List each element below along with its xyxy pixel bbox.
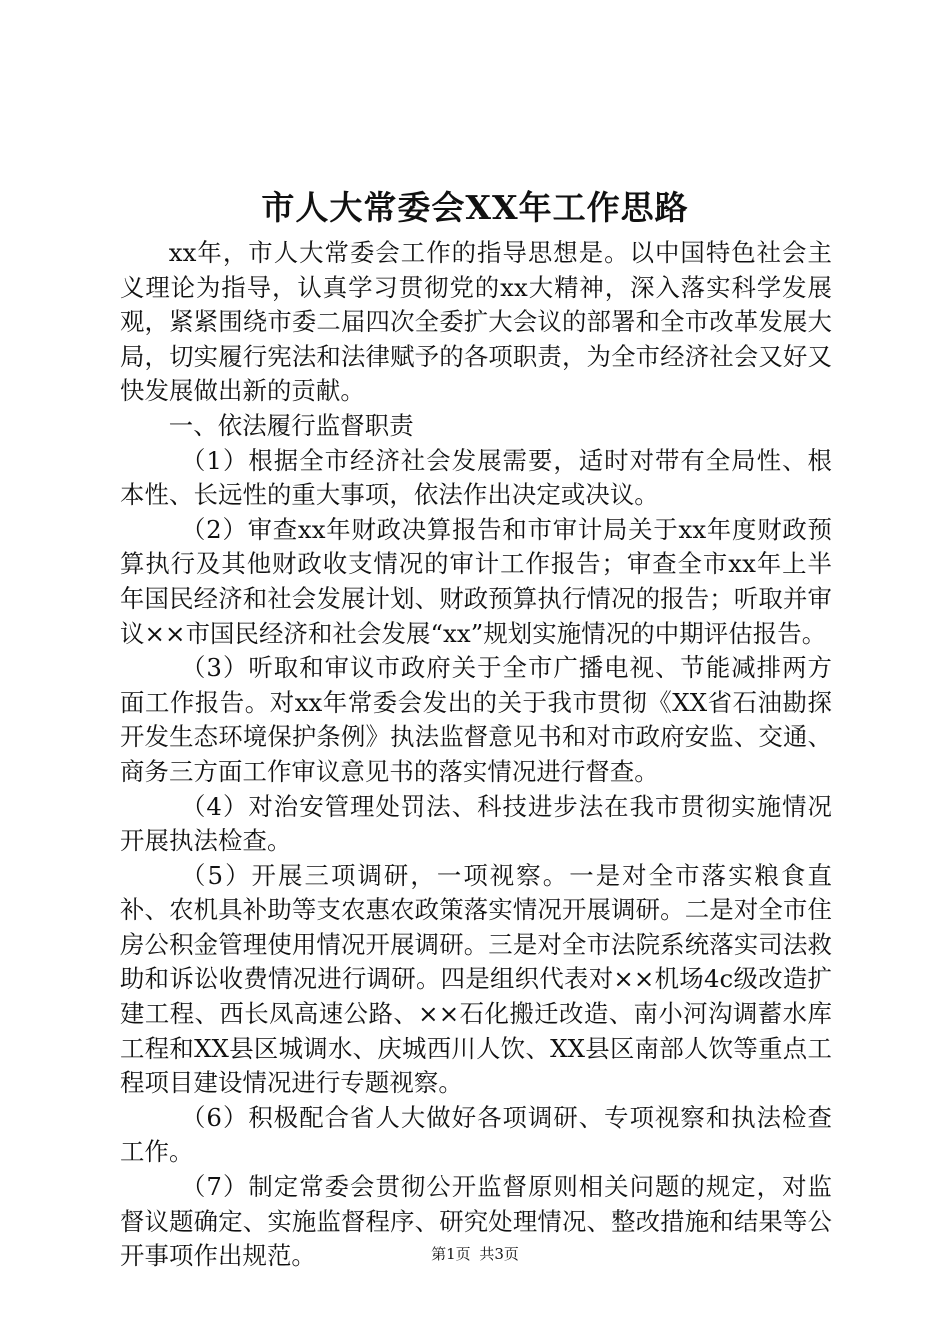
section-heading: 一、依法履行监督职责 [168, 410, 414, 440]
paragraph-intro: xx年，市人大常委会工作的指导思想是。以中国特色社会主义理论为指导，认真学习贯彻党的xx大精神，深入落实科学发展观，紧紧围绕市委二届四次全委扩大会议的部署和全市改革发展大局，切实履行宪法和法律赋予的各项职责，为全市经济社会又好又快发展做出新的贡献。 [120, 238, 832, 406]
list-item-4: （4）对治安管理处罚法、科技进步法在我市贯彻实施情况开展执法检查。 [120, 791, 832, 856]
list-item-6: （6）积极配合省人大做好各项调研、专项视察和执法检查工作。 [120, 1102, 832, 1167]
list-item-2: （2）审查xx年财政决算报告和市审计局关于xx年度财政预算执行及其他财政收支情况的审计工作报告；审查全市xx年上半年国民经济和社会发展计划、财政预算执行情况的报告；听取并审议××市国民经济和社会发展“xx”规划实施情况的中期评估报告。 [120, 514, 832, 648]
list-item-1: （1）根据全市经济社会发展需要，适时对带有全局性、根本性、长远性的重大事项，依法作出决定或决议。 [120, 445, 832, 510]
page-number: 第1页 [431, 1245, 471, 1263]
list-item-5: （5）开展三项调研，一项视察。一是对全市落实粮食直补、农机具补助等支农惠农政策落实情况开展调研。二是对全市住房公积金管理使用情况开展调研。三是对全市法院系统落实司法救助和诉讼收费情况进行调研。四是组织代表对××机场4c级改造扩建工程、西长凤高速公路、××石化搬迁改造、南小河沟调蓄水库工程和XX县区城调水、庆城西川人饮、XX县区南部人饮等重点工程项目建设情况进行专题视察。 [120, 860, 832, 1098]
list-item-7: （7）制定常委会贯彻公开监督原则相关问题的规定，对监督议题确定、实施监督程序、研究处理情况、整改措施和结果等公开事项作出规范。 [120, 1172, 832, 1271]
list-item-3: （3）听取和审议市政府关于全市广播电视、节能减排两方面工作报告。对xx年常委会发出的关于我市贯彻《XX省石油勘探开发生态环境保护条例》执法监督意见书和对市政府安监、交通、商务三方面工作审议意见书的落实情况进行督查。 [120, 653, 832, 786]
page-footer [0, 1244, 950, 1264]
document-body [120, 236, 832, 1274]
document-title: 市人大常委会XX年工作思路 [261, 188, 689, 227]
page-total: 共3页 [479, 1245, 519, 1263]
